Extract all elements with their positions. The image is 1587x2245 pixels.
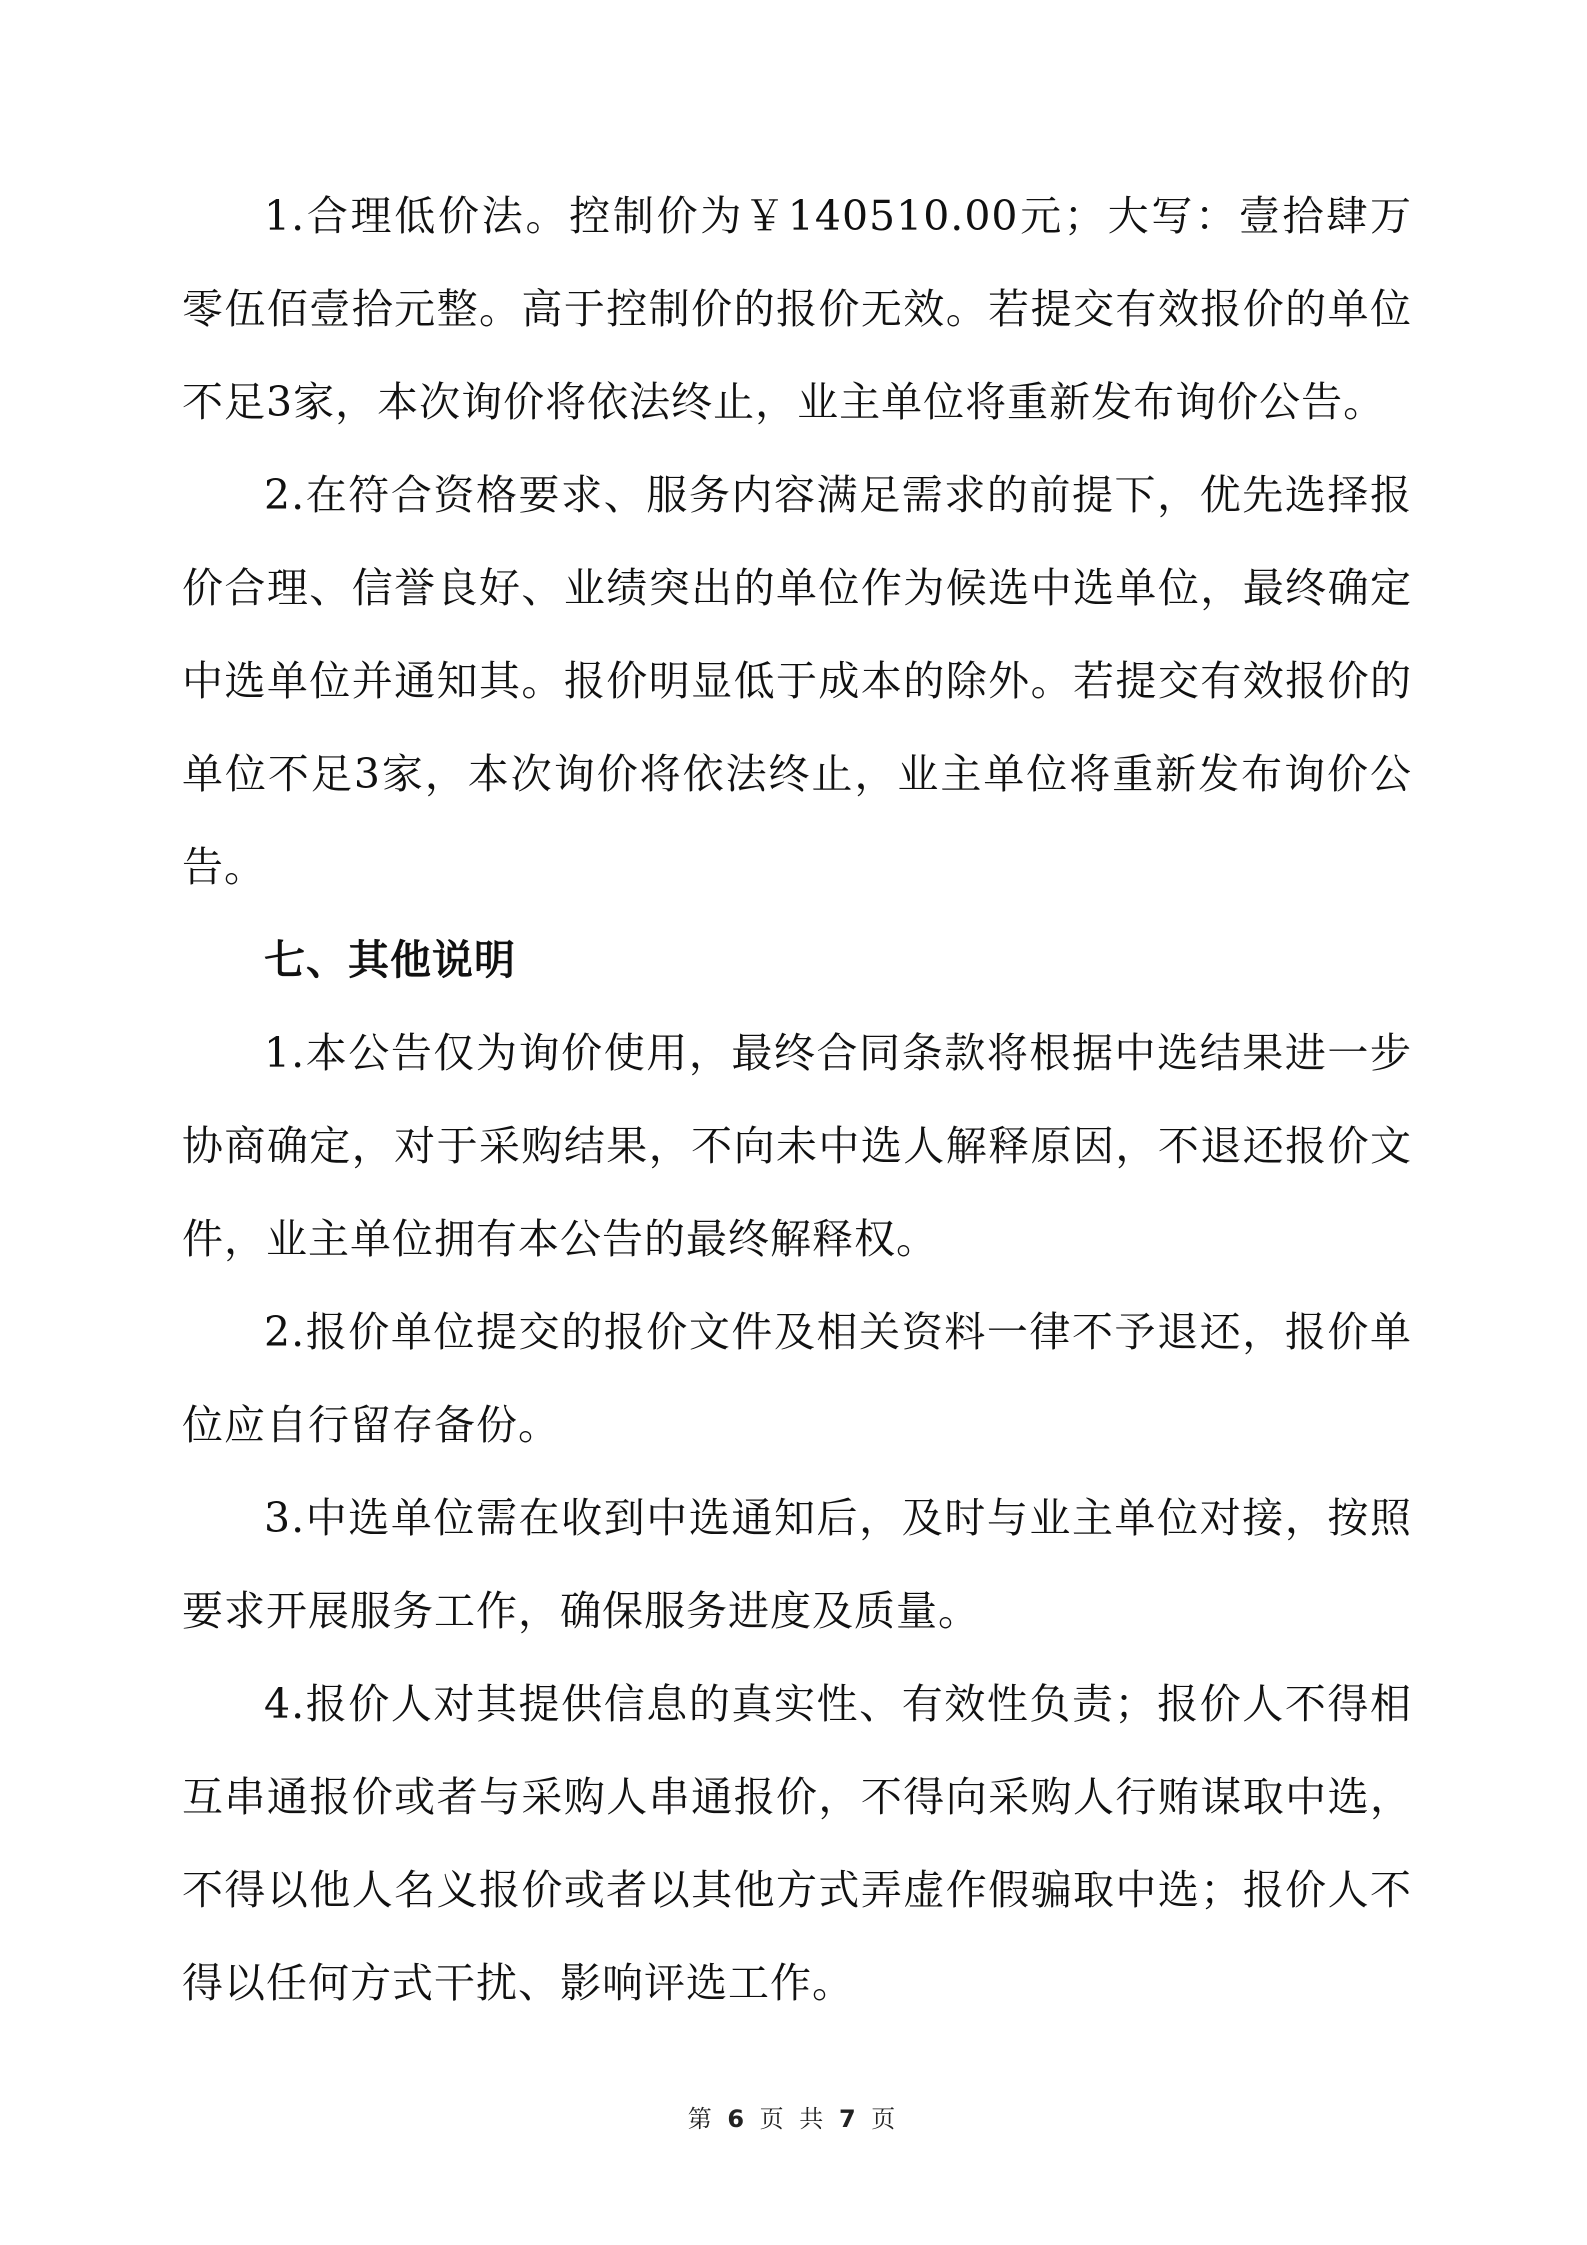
paragraph-low-price-method: 1.合理低价法。控制价为￥140510.00元；大写：壹拾肆万零伍佰壹拾元整。高于控制价的报价无效。若提交有效报价的单位不足3家，本次询价将依法终止，业主单位将重新发布询价公告。 [182,192,1412,426]
paragraph-note-1: 1.本公告仅为询价使用，最终合同条款将根据中选结果进一步协商确定，对于采购结果，不向未中选人解释原因，不退还报价文件，业主单位拥有本公告的最终解释权。 [182,1029,1412,1263]
footer-prefix: 第 [687,2105,716,2133]
section-heading-other-notes: 七、其他说明 [264,936,516,984]
paragraph-selection-principle: 2.在符合资格要求、服务内容满足需求的前提下，优先选择报价合理、信誉良好、业绩突出的单位作为候选中选单位，最终确定中选单位并通知其。报价明显低于成本的除外。若提交有效报价的单位不足3家，本次询价将依法终止，业主单位将重新发布询价公告。 [182,471,1412,891]
paragraph-note-2: 2.报价单位提交的报价文件及相关资料一律不予退还，报价单位应自行留存备份。 [182,1308,1412,1449]
footer-total-pages: 7 [838,2105,860,2133]
paragraph-note-4: 4.报价人对其提供信息的真实性、有效性负责；报价人不得相互串通报价或者与采购人串通报价，不得向采购人行贿谋取中选，不得以他人名义报价或者以其他方式弄虚作假骗取中选；报价人不得以任何方式干扰、影响评选工作。 [182,1680,1412,2007]
page-footer [0,2104,1587,2134]
paragraph-note-3: 3.中选单位需在收到中选通知后，及时与业主单位对接，按照要求开展服务工作，确保服务进度及质量。 [182,1494,1412,1635]
footer-page-number: 6 [727,2105,749,2133]
page-content [182,170,1412,2030]
footer-middle: 页 共 [759,2105,828,2133]
footer-suffix: 页 [871,2105,900,2133]
